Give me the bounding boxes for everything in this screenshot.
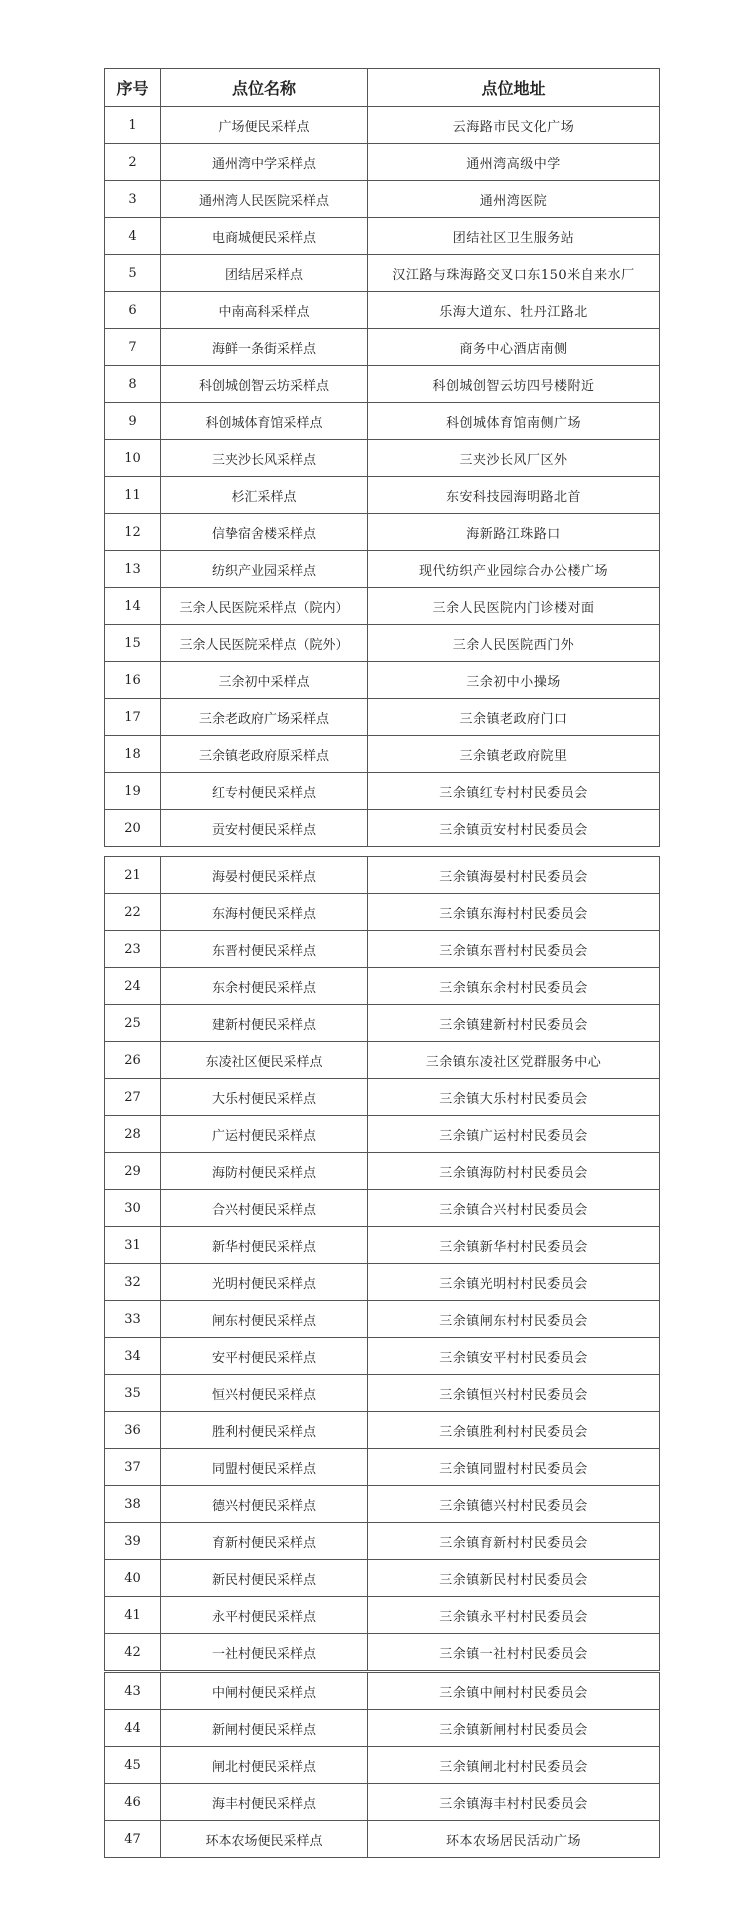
- cell-address: 三余镇建新村村民委员会: [368, 1005, 660, 1042]
- cell-no: 24: [105, 968, 161, 1005]
- cell-no: 18: [105, 736, 161, 773]
- table-row: [105, 1673, 660, 1710]
- cell-no: 37: [105, 1449, 161, 1486]
- cell-name: 恒兴村便民采样点: [161, 1375, 368, 1412]
- cell-address: 三余镇老政府院里: [368, 736, 660, 773]
- cell-name: 新华村便民采样点: [161, 1227, 368, 1264]
- cell-no: 40: [105, 1560, 161, 1597]
- table-row: [105, 588, 660, 625]
- cell-name: 科创城体育馆采样点: [161, 403, 368, 440]
- header-no: 序号: [105, 69, 161, 107]
- cell-no: 45: [105, 1747, 161, 1784]
- table-row: [105, 1486, 660, 1523]
- cell-no: 19: [105, 773, 161, 810]
- cell-no: 34: [105, 1338, 161, 1375]
- table-row: [105, 736, 660, 773]
- table-row: [105, 1338, 660, 1375]
- cell-address: 三余镇光明村村民委员会: [368, 1264, 660, 1301]
- cell-no: 39: [105, 1523, 161, 1560]
- cell-name: 东余村便民采样点: [161, 968, 368, 1005]
- cell-name: 中闸村便民采样点: [161, 1673, 368, 1710]
- sampling-points-table-part-2: [104, 856, 660, 1671]
- cell-address: 三余人民医院内门诊楼对面: [368, 588, 660, 625]
- table-row: [105, 1301, 660, 1338]
- table-row: [105, 1375, 660, 1412]
- cell-name: 贡安村便民采样点: [161, 810, 368, 847]
- cell-name: 海鲜一条街采样点: [161, 329, 368, 366]
- cell-no: 47: [105, 1821, 161, 1858]
- cell-address: 汉江路与珠海路交叉口东150米自来水厂: [368, 255, 660, 292]
- cell-address: 三余镇东凌社区党群服务中心: [368, 1042, 660, 1079]
- cell-address: 三余镇德兴村村民委员会: [368, 1486, 660, 1523]
- cell-address: 三余镇贡安村村民委员会: [368, 810, 660, 847]
- sampling-points-table-part-1: [104, 68, 660, 847]
- cell-name: 一社村便民采样点: [161, 1634, 368, 1671]
- cell-no: 21: [105, 857, 161, 894]
- cell-name: 东晋村便民采样点: [161, 931, 368, 968]
- cell-name: 三余人民医院采样点（院内）: [161, 588, 368, 625]
- table-row: [105, 514, 660, 551]
- table-row: [105, 1784, 660, 1821]
- cell-no: 44: [105, 1710, 161, 1747]
- cell-name: 科创城创智云坊采样点: [161, 366, 368, 403]
- cell-address: 海新路江珠路口: [368, 514, 660, 551]
- cell-address: 三余初中小操场: [368, 662, 660, 699]
- cell-name: 三余老政府广场采样点: [161, 699, 368, 736]
- cell-no: 15: [105, 625, 161, 662]
- table-row: [105, 857, 660, 894]
- cell-name: 大乐村便民采样点: [161, 1079, 368, 1116]
- cell-no: 43: [105, 1673, 161, 1710]
- cell-address: 科创城体育馆南侧广场: [368, 403, 660, 440]
- table-row: [105, 144, 660, 181]
- cell-address: 三余镇安平村村民委员会: [368, 1338, 660, 1375]
- cell-name: 新民村便民采样点: [161, 1560, 368, 1597]
- table-row: [105, 894, 660, 931]
- cell-address: 三余镇永平村村民委员会: [368, 1597, 660, 1634]
- table-row: [105, 440, 660, 477]
- cell-name: 海防村便民采样点: [161, 1153, 368, 1190]
- cell-name: 永平村便民采样点: [161, 1597, 368, 1634]
- cell-name: 广场便民采样点: [161, 107, 368, 144]
- cell-no: 13: [105, 551, 161, 588]
- table-row: [105, 1227, 660, 1264]
- table-row: [105, 107, 660, 144]
- cell-name: 东海村便民采样点: [161, 894, 368, 931]
- cell-address: 三余镇合兴村村民委员会: [368, 1190, 660, 1227]
- cell-no: 22: [105, 894, 161, 931]
- table-row: [105, 1153, 660, 1190]
- cell-address: 团结社区卫生服务站: [368, 218, 660, 255]
- cell-address: 科创城创智云坊四号楼附近: [368, 366, 660, 403]
- table-row: [105, 625, 660, 662]
- table-row: [105, 1005, 660, 1042]
- cell-no: 7: [105, 329, 161, 366]
- cell-address: 三余镇新民村村民委员会: [368, 1560, 660, 1597]
- cell-no: 35: [105, 1375, 161, 1412]
- table-row: [105, 1710, 660, 1747]
- cell-no: 46: [105, 1784, 161, 1821]
- cell-name: 闸北村便民采样点: [161, 1747, 368, 1784]
- cell-address: 三余镇海丰村村民委员会: [368, 1784, 660, 1821]
- cell-address: 环本农场居民活动广场: [368, 1821, 660, 1858]
- table-row: [105, 773, 660, 810]
- cell-name: 安平村便民采样点: [161, 1338, 368, 1375]
- cell-name: 环本农场便民采样点: [161, 1821, 368, 1858]
- cell-no: 31: [105, 1227, 161, 1264]
- cell-name: 三余镇老政府原采样点: [161, 736, 368, 773]
- cell-address: 通州湾高级中学: [368, 144, 660, 181]
- cell-no: 17: [105, 699, 161, 736]
- cell-name: 通州湾中学采样点: [161, 144, 368, 181]
- table-row: [105, 551, 660, 588]
- table-row: [105, 1264, 660, 1301]
- cell-address: 三余镇胜利村村民委员会: [368, 1412, 660, 1449]
- cell-address: 三夹沙长风厂区外: [368, 440, 660, 477]
- cell-name: 海丰村便民采样点: [161, 1784, 368, 1821]
- cell-name: 新闸村便民采样点: [161, 1710, 368, 1747]
- table-row: [105, 1449, 660, 1486]
- table-row: [105, 366, 660, 403]
- cell-no: 4: [105, 218, 161, 255]
- cell-name: 中南高科采样点: [161, 292, 368, 329]
- cell-address: 三余镇新华村村民委员会: [368, 1227, 660, 1264]
- cell-address: 三余镇东海村村民委员会: [368, 894, 660, 931]
- cell-no: 16: [105, 662, 161, 699]
- cell-address: 三余镇大乐村村民委员会: [368, 1079, 660, 1116]
- cell-no: 33: [105, 1301, 161, 1338]
- cell-no: 12: [105, 514, 161, 551]
- table-row: [105, 181, 660, 218]
- cell-no: 41: [105, 1597, 161, 1634]
- cell-name: 三余人民医院采样点（院外）: [161, 625, 368, 662]
- table-row: [105, 292, 660, 329]
- cell-name: 通州湾人民医院采样点: [161, 181, 368, 218]
- cell-address: 商务中心酒店南侧: [368, 329, 660, 366]
- cell-address: 三余镇一社村村民委员会: [368, 1634, 660, 1671]
- table-row: [105, 1190, 660, 1227]
- cell-name: 德兴村便民采样点: [161, 1486, 368, 1523]
- cell-name: 光明村便民采样点: [161, 1264, 368, 1301]
- cell-name: 同盟村便民采样点: [161, 1449, 368, 1486]
- cell-address: 三余镇东晋村村民委员会: [368, 931, 660, 968]
- cell-no: 29: [105, 1153, 161, 1190]
- cell-name: 纺织产业园采样点: [161, 551, 368, 588]
- table-row: [105, 255, 660, 292]
- table-row: [105, 1079, 660, 1116]
- table-row: [105, 1747, 660, 1784]
- table-row: [105, 1821, 660, 1858]
- cell-no: 23: [105, 931, 161, 968]
- cell-name: 三夹沙长风采样点: [161, 440, 368, 477]
- cell-address: 三余镇红专村村民委员会: [368, 773, 660, 810]
- cell-no: 27: [105, 1079, 161, 1116]
- cell-no: 10: [105, 440, 161, 477]
- cell-address: 三余镇海防村村民委员会: [368, 1153, 660, 1190]
- cell-address: 三余镇老政府门口: [368, 699, 660, 736]
- table-row: [105, 1412, 660, 1449]
- cell-address: 三余人民医院西门外: [368, 625, 660, 662]
- table-row: [105, 218, 660, 255]
- cell-name: 合兴村便民采样点: [161, 1190, 368, 1227]
- cell-no: 3: [105, 181, 161, 218]
- cell-name: 杉汇采样点: [161, 477, 368, 514]
- cell-name: 东凌社区便民采样点: [161, 1042, 368, 1079]
- table-row: [105, 968, 660, 1005]
- cell-name: 胜利村便民采样点: [161, 1412, 368, 1449]
- cell-address: 东安科技园海明路北首: [368, 477, 660, 514]
- cell-address: 三余镇闸北村村民委员会: [368, 1747, 660, 1784]
- cell-address: 三余镇育新村村民委员会: [368, 1523, 660, 1560]
- cell-no: 11: [105, 477, 161, 514]
- cell-no: 28: [105, 1116, 161, 1153]
- cell-no: 8: [105, 366, 161, 403]
- table-row: [105, 477, 660, 514]
- cell-no: 9: [105, 403, 161, 440]
- table-row: [105, 810, 660, 847]
- cell-no: 5: [105, 255, 161, 292]
- cell-name: 广运村便民采样点: [161, 1116, 368, 1153]
- cell-address: 三余镇中闸村村民委员会: [368, 1673, 660, 1710]
- cell-name: 闸东村便民采样点: [161, 1301, 368, 1338]
- table-row: [105, 403, 660, 440]
- cell-no: 32: [105, 1264, 161, 1301]
- cell-address: 三余镇海晏村村民委员会: [368, 857, 660, 894]
- table-row: [105, 699, 660, 736]
- cell-name: 育新村便民采样点: [161, 1523, 368, 1560]
- cell-address: 三余镇同盟村村民委员会: [368, 1449, 660, 1486]
- table-row: [105, 1042, 660, 1079]
- cell-name: 红专村便民采样点: [161, 773, 368, 810]
- cell-no: 20: [105, 810, 161, 847]
- cell-no: 42: [105, 1634, 161, 1671]
- cell-no: 30: [105, 1190, 161, 1227]
- table-row: [105, 931, 660, 968]
- cell-address: 乐海大道东、牡丹江路北: [368, 292, 660, 329]
- table-header-row: [105, 69, 660, 107]
- cell-no: 1: [105, 107, 161, 144]
- cell-address: 云海路市民文化广场: [368, 107, 660, 144]
- table-row: [105, 662, 660, 699]
- cell-name: 建新村便民采样点: [161, 1005, 368, 1042]
- cell-address: 三余镇新闸村村民委员会: [368, 1710, 660, 1747]
- cell-name: 三余初中采样点: [161, 662, 368, 699]
- cell-address: 通州湾医院: [368, 181, 660, 218]
- cell-address: 三余镇东余村村民委员会: [368, 968, 660, 1005]
- cell-no: 6: [105, 292, 161, 329]
- cell-name: 团结居采样点: [161, 255, 368, 292]
- cell-no: 2: [105, 144, 161, 181]
- cell-no: 25: [105, 1005, 161, 1042]
- cell-no: 36: [105, 1412, 161, 1449]
- table-row: [105, 1116, 660, 1153]
- cell-address: 现代纺织产业园综合办公楼广场: [368, 551, 660, 588]
- cell-address: 三余镇广运村村民委员会: [368, 1116, 660, 1153]
- table-row: [105, 1523, 660, 1560]
- cell-no: 38: [105, 1486, 161, 1523]
- cell-name: 电商城便民采样点: [161, 218, 368, 255]
- header-address: 点位地址: [368, 69, 660, 107]
- table-row: [105, 1634, 660, 1671]
- cell-no: 14: [105, 588, 161, 625]
- cell-name: 海晏村便民采样点: [161, 857, 368, 894]
- header-name: 点位名称: [161, 69, 368, 107]
- table-row: [105, 329, 660, 366]
- table-row: [105, 1597, 660, 1634]
- sampling-points-table-part-3: [104, 1672, 660, 1858]
- table-row: [105, 1560, 660, 1597]
- cell-address: 三余镇闸东村村民委员会: [368, 1301, 660, 1338]
- cell-no: 26: [105, 1042, 161, 1079]
- cell-name: 信挚宿舍楼采样点: [161, 514, 368, 551]
- cell-address: 三余镇恒兴村村民委员会: [368, 1375, 660, 1412]
